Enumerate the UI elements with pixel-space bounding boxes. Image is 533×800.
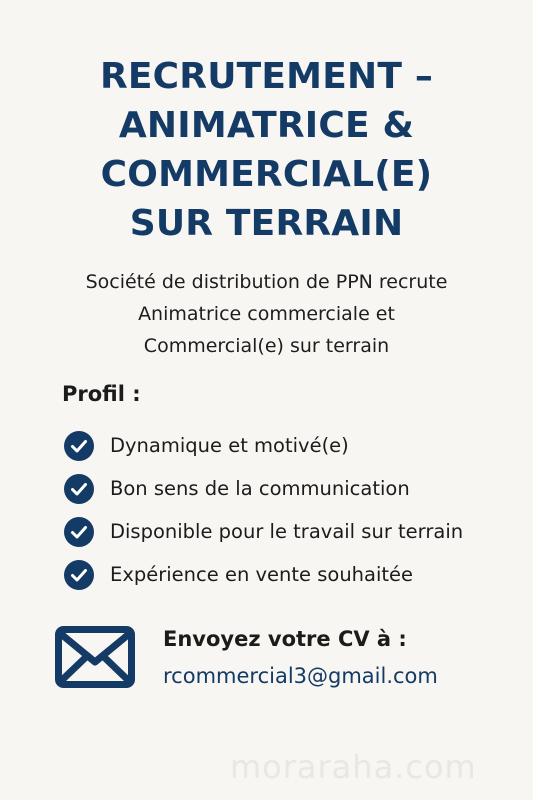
list-item — [64, 467, 524, 510]
list-item-label: Bon sens de la communication — [110, 477, 410, 500]
page-title — [0, 52, 533, 248]
list-item — [64, 510, 524, 553]
intro-line-2: Animatrice commerciale et — [138, 303, 395, 325]
cv-heading: Envoyez votre CV à : — [163, 627, 407, 651]
list-item — [64, 553, 524, 596]
watermark: moraraha.com — [230, 748, 477, 786]
list-item — [64, 424, 524, 467]
profil-list — [64, 424, 524, 596]
intro-line-3: Commercial(e) sur terrain — [143, 335, 390, 357]
check-circle-icon — [64, 431, 94, 461]
title-line-2: ANIMATRICE & — [118, 105, 415, 146]
check-circle-icon — [64, 560, 94, 590]
list-item-label: Disponible pour le travail sur terrain — [110, 520, 464, 543]
intro-paragraph — [0, 266, 533, 362]
check-circle-icon — [64, 474, 94, 504]
title-line-4: SUR TERRAIN — [129, 203, 404, 244]
title-line-3: COMMERCIAL(E) — [100, 154, 433, 195]
envelope-icon — [55, 626, 135, 688]
contact-email: rcommercial3@gmail.com — [163, 664, 438, 688]
profil-heading: Profil : — [62, 382, 141, 406]
list-item-label: Expérience en vente souhaitée — [110, 563, 414, 586]
check-circle-icon — [64, 517, 94, 547]
title-line-1: RECRUTEMENT – — [99, 56, 434, 97]
list-item-label: Dynamique et motivé(e) — [110, 434, 349, 457]
intro-line-1: Société de distribution de PPN recrute — [85, 271, 448, 293]
